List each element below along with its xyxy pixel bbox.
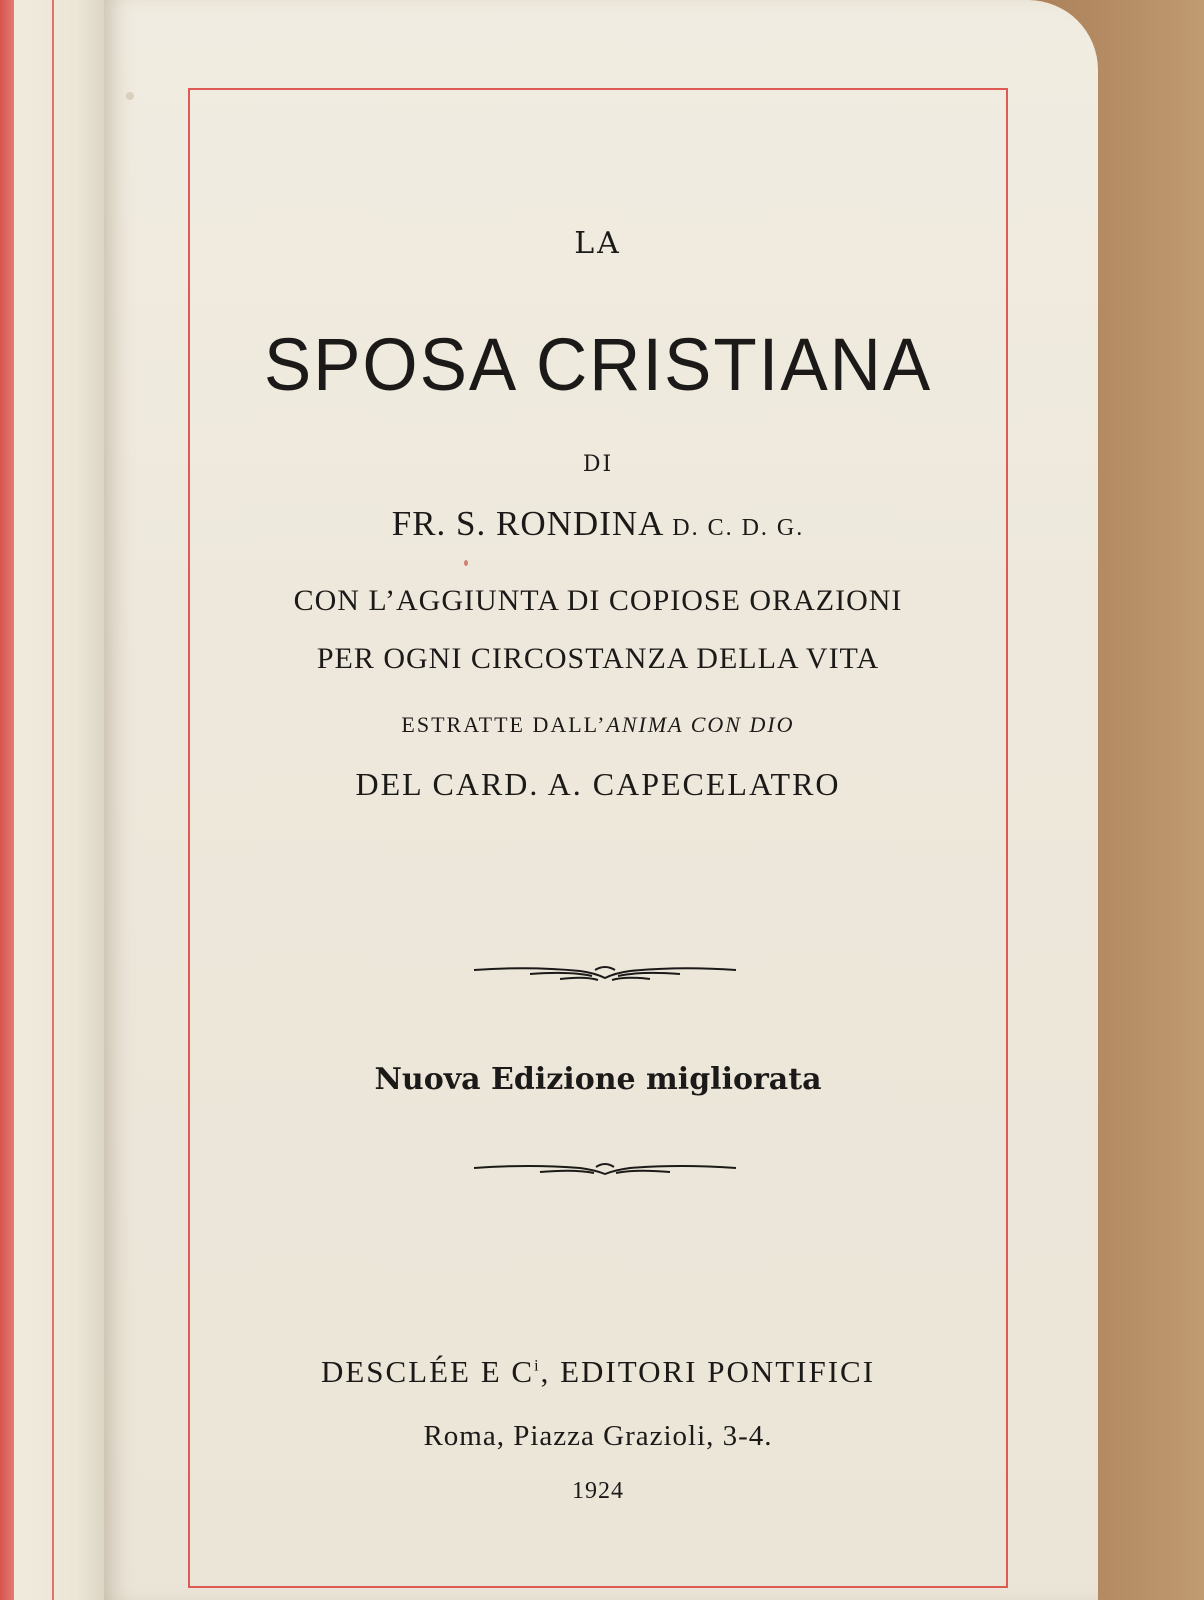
extract-work: ANIMA CON DIO: [606, 712, 795, 737]
book-title: SPOSA CRISTIANA: [263, 323, 933, 406]
author-line: [190, 504, 1006, 544]
extract-prefix: ESTRATTE DALL’: [401, 712, 607, 737]
publisher-name: DESCLÉE E C: [320, 1354, 535, 1389]
ornament-rule-bottom: [470, 1154, 740, 1184]
paper-blemish: [126, 92, 134, 100]
subtitle-line-1: CON L’AGGIUNTA DI COPIOSE ORAZIONI: [293, 584, 903, 617]
left-facing-page: [0, 0, 110, 1600]
source-author: DEL CARD. A. CAPECELATRO: [355, 766, 841, 802]
publisher-superscript: i: [534, 1357, 541, 1375]
red-border-frame: [188, 88, 1008, 1588]
edition-note: Nuova Edizione migliorata: [374, 1062, 822, 1097]
red-page-edge: [0, 0, 14, 1600]
author-name: FR. S. RONDINA: [391, 504, 663, 543]
by-label: DI: [582, 452, 614, 477]
author-suffix: D. C. D. G.: [672, 515, 805, 541]
title-article: LA: [574, 226, 622, 261]
publisher-rest: , EDITORI PONTIFICI: [540, 1354, 876, 1389]
subtitle-line-2: PER OGNI CIRCOSTANZA DELLA VITA: [316, 642, 880, 675]
publisher-address: Roma, Piazza Grazioli, 3-4.: [423, 1420, 773, 1452]
publication-year: 1924: [572, 1478, 624, 1504]
extract-line: [190, 712, 1006, 738]
title-page: [104, 0, 1098, 1600]
publisher-line: [190, 1354, 1006, 1390]
ornament-rule-top: [470, 958, 740, 988]
left-page-red-rule: [52, 0, 54, 1600]
